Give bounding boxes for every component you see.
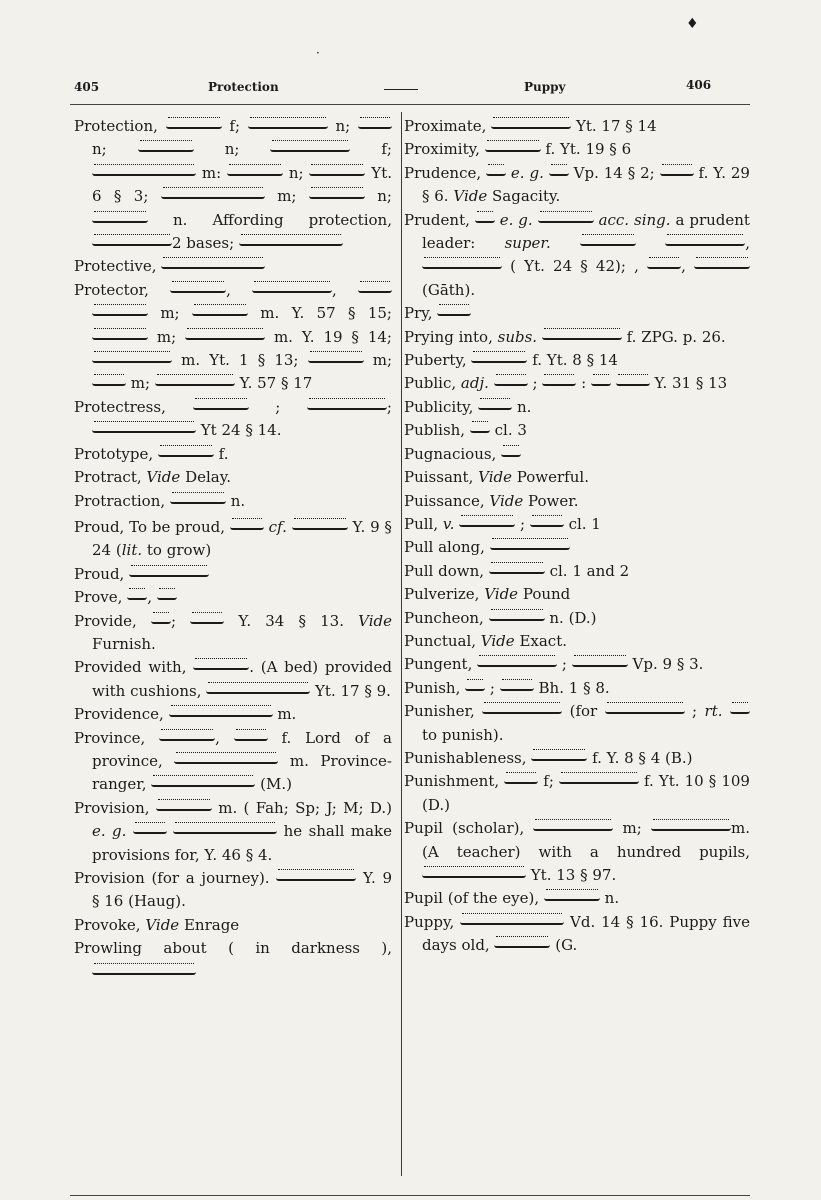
footer-rule bbox=[70, 1195, 750, 1196]
avestan-word bbox=[270, 143, 350, 152]
avestan-word bbox=[161, 260, 265, 269]
avestan-word bbox=[248, 120, 328, 129]
right-column bbox=[404, 115, 750, 958]
avestan-word bbox=[494, 377, 528, 386]
avestan-word bbox=[533, 822, 613, 831]
entry-proximity: Proximity, f. Yt. 19 § 6 bbox=[404, 140, 632, 159]
avestan-word bbox=[92, 214, 148, 223]
avestan-word bbox=[358, 120, 392, 129]
entry-provide: Provide, ; Y. 34 § 13. Vide Furnish. bbox=[74, 611, 392, 653]
avestan-word bbox=[92, 424, 196, 433]
avestan-word bbox=[730, 705, 750, 714]
avestan-word bbox=[155, 377, 235, 386]
avestan-word bbox=[185, 331, 265, 340]
avestan-word bbox=[276, 872, 356, 881]
avestan-word bbox=[491, 120, 571, 129]
avestan-word bbox=[580, 237, 636, 246]
avestan-word bbox=[92, 377, 126, 386]
avestan-word bbox=[193, 661, 249, 670]
avestan-word bbox=[92, 331, 148, 340]
avestan-word bbox=[422, 869, 526, 878]
avestan-word bbox=[572, 658, 628, 667]
entry-proud: Proud, bbox=[74, 563, 392, 586]
avestan-word bbox=[173, 825, 277, 834]
avestan-word bbox=[544, 892, 600, 901]
entry-puncheon: Puncheon, n. (D.) bbox=[404, 608, 597, 627]
entry-proximate: Proximate, Yt. 17 § 14 bbox=[404, 117, 657, 135]
avestan-word bbox=[538, 214, 594, 223]
avestan-word bbox=[358, 284, 392, 293]
entry-pull: Pull, v. ; cl. 1 bbox=[404, 514, 601, 533]
entry-pulverize: Pulverize, Vide Pound bbox=[404, 585, 571, 604]
avestan-word bbox=[193, 401, 249, 410]
avestan-word bbox=[694, 260, 750, 269]
avestan-word bbox=[542, 377, 576, 386]
avestan-word bbox=[465, 682, 485, 691]
entry-provided-with: Provided with, . (A bed) provided with cushions, Yt. 17 § 9. bbox=[74, 658, 392, 700]
avestan-word bbox=[292, 521, 348, 530]
avestan-word bbox=[460, 916, 564, 925]
entry-protract: Protract, Vide Delay. bbox=[74, 468, 231, 487]
avestan-word bbox=[485, 143, 541, 152]
entry-punishment: Punishment, f; f. Yt. 10 § 109 (D.) bbox=[404, 772, 750, 814]
entry-puissance: Puissance, Vide Power. bbox=[404, 491, 579, 510]
avestan-word bbox=[92, 307, 148, 316]
avestan-word bbox=[500, 682, 534, 691]
avestan-word bbox=[138, 143, 194, 152]
corner-mark: ♦ bbox=[686, 16, 699, 32]
avestan-word bbox=[151, 778, 255, 787]
entry-punishableness: Punishableness, f. Y. 8 § 4 (B.) bbox=[404, 748, 693, 767]
avestan-word bbox=[309, 167, 365, 176]
entry-pry: Pry, bbox=[404, 302, 750, 325]
avestan-word bbox=[470, 424, 490, 433]
avestan-word bbox=[227, 167, 283, 176]
entry-provoke: Provoke, Vide Enrage bbox=[74, 915, 240, 934]
avestan-word bbox=[127, 591, 147, 600]
entry-punisher: Punisher, (for ; rt. to punish). bbox=[404, 700, 750, 747]
avestan-word bbox=[665, 237, 745, 246]
running-title-right: Puppy bbox=[524, 80, 566, 94]
header-rule bbox=[70, 104, 750, 105]
avestan-word bbox=[647, 260, 681, 269]
avestan-word bbox=[192, 307, 248, 316]
avestan-word bbox=[92, 167, 196, 176]
avestan-word bbox=[660, 167, 694, 176]
entry-provision: Provision, m. ( Fah; Sp; J; M; D.) e. g. he shall make provisions for, Y. 46 § 4. bbox=[74, 798, 392, 864]
column-divider bbox=[401, 112, 402, 1176]
avestan-word bbox=[157, 591, 177, 600]
avestan-word bbox=[230, 521, 264, 530]
avestan-word bbox=[422, 260, 502, 269]
avestan-word bbox=[494, 939, 550, 948]
avestan-word bbox=[190, 615, 224, 624]
entry-protection: Protection, f; n; n; n; f; m: n; Yt. 6 § 3; m; n; n. Affording protection, 2 bases; bbox=[74, 117, 392, 253]
avestan-word bbox=[234, 732, 268, 741]
entry-public: Public, adj. ; : Y. 31 § 13 bbox=[404, 374, 728, 393]
avestan-word bbox=[490, 541, 570, 550]
avestan-word bbox=[489, 612, 545, 621]
avestan-word bbox=[616, 377, 650, 386]
entry-prying-into: Prying into, subs. f. ZPG. p. 26. bbox=[404, 327, 726, 346]
entry-protraction: Protraction, n. bbox=[74, 491, 246, 510]
avestan-word bbox=[206, 685, 310, 694]
avestan-word bbox=[92, 354, 172, 363]
avestan-word bbox=[475, 214, 495, 223]
running-title-left: Protection bbox=[208, 80, 279, 94]
avestan-word bbox=[482, 705, 562, 714]
avestan-word bbox=[651, 822, 731, 831]
avestan-word bbox=[477, 658, 557, 667]
entry-punish: Punish, ; Bh. 1 § 8. bbox=[404, 678, 610, 697]
avestan-word bbox=[156, 802, 212, 811]
avestan-word bbox=[471, 354, 527, 363]
avestan-word bbox=[504, 775, 538, 784]
entry-prove: Prove, , bbox=[74, 586, 392, 609]
avestan-word bbox=[309, 190, 365, 199]
left-column bbox=[74, 115, 392, 984]
avestan-word bbox=[170, 495, 226, 504]
entry-protective: Protective, bbox=[74, 255, 392, 278]
entry-prowling: Prowling about ( in darkness ), bbox=[74, 937, 392, 984]
page-number-right: 406 bbox=[686, 78, 712, 92]
entry-province: Province, , f. Lord of a province, m. Province-ranger, (M.) bbox=[74, 728, 392, 794]
entry-providence: Providence, m. bbox=[74, 705, 297, 724]
avestan-word bbox=[169, 708, 273, 717]
avestan-word bbox=[170, 284, 226, 293]
avestan-word bbox=[530, 518, 564, 527]
avestan-word bbox=[549, 167, 569, 176]
entry-pull-down: Pull down, cl. 1 and 2 bbox=[404, 561, 630, 580]
entry-prudence: Prudence, e. g. Vp. 14 § 2; f. Y. 29 § 6. Vide Sagacity. bbox=[404, 163, 750, 206]
avestan-word bbox=[174, 755, 278, 764]
entry-prototype: Prototype, f. bbox=[74, 444, 229, 463]
avestan-word bbox=[92, 966, 196, 975]
entry-pugnacious: Pugnacious, bbox=[404, 443, 750, 466]
avestan-word bbox=[151, 615, 171, 624]
avestan-word bbox=[159, 732, 215, 741]
avestan-word bbox=[542, 331, 622, 340]
avestan-word bbox=[591, 377, 611, 386]
avestan-word bbox=[308, 354, 364, 363]
avestan-word bbox=[489, 565, 545, 574]
entry-publish: Publish, cl. 3 bbox=[404, 421, 527, 440]
avestan-word bbox=[459, 518, 515, 527]
entry-protector: Protector, , , m; m. Y. 57 § 15; m; m. Y. 19 § 14; m. Yt. 1 § 13; m; m; Y. 57 § 17 bbox=[74, 280, 392, 393]
entry-prudent: Prudent, e. g. acc. sing. a prudent leader: super. , ( Yt. 24 § 42); , , (Gāth). bbox=[404, 210, 750, 299]
avestan-word bbox=[437, 307, 471, 316]
avestan-word bbox=[559, 775, 639, 784]
entry-pungent: Pungent, ; Vp. 9 § 3. bbox=[404, 655, 704, 674]
avestan-word bbox=[307, 401, 387, 410]
entry-pupil-eye: Pupil (of the eye), n. bbox=[404, 889, 620, 908]
avestan-word bbox=[239, 237, 343, 246]
avestan-word bbox=[605, 705, 685, 714]
entry-pull-along: Pull along, bbox=[404, 536, 750, 559]
avestan-word bbox=[252, 284, 332, 293]
entry-protectress: Protectress, ; ; Yt 24 § 14. bbox=[74, 397, 392, 440]
avestan-word bbox=[166, 120, 222, 129]
avestan-word bbox=[478, 401, 512, 410]
entry-punctual: Punctual, Vide Exact. bbox=[404, 631, 567, 650]
header-dash bbox=[384, 89, 418, 90]
avestan-word bbox=[158, 448, 214, 457]
entry-puissant: Puissant, Vide Powerful. bbox=[404, 468, 589, 487]
avestan-word bbox=[531, 752, 587, 761]
entry-proud-to-be: Proud, To be proud, cf. Y. 9 § 24 (lit. to grow) bbox=[74, 517, 392, 560]
entry-provision-journey: Provision (for a journey). Y. 9 § 16 (Haug). bbox=[74, 869, 392, 911]
avestan-word bbox=[161, 190, 265, 199]
page-number-left: 405 bbox=[74, 80, 100, 94]
avestan-word bbox=[133, 825, 167, 834]
avestan-word bbox=[486, 167, 506, 176]
entry-publicity: Publicity, n. bbox=[404, 397, 532, 416]
entry-pupil-scholar: Pupil (scholar), m; m. (A teacher) with a hundred pupils, Yt. 13 § 97. bbox=[404, 819, 750, 884]
entry-puppy: Puppy, Vd. 14 § 16. Puppy five days old, (G. bbox=[404, 912, 750, 955]
avestan-word bbox=[501, 448, 521, 457]
print-speck: · bbox=[316, 46, 320, 60]
avestan-word bbox=[92, 237, 172, 246]
avestan-word bbox=[129, 568, 209, 577]
entry-puberty: Puberty, f. Yt. 8 § 14 bbox=[404, 351, 618, 370]
